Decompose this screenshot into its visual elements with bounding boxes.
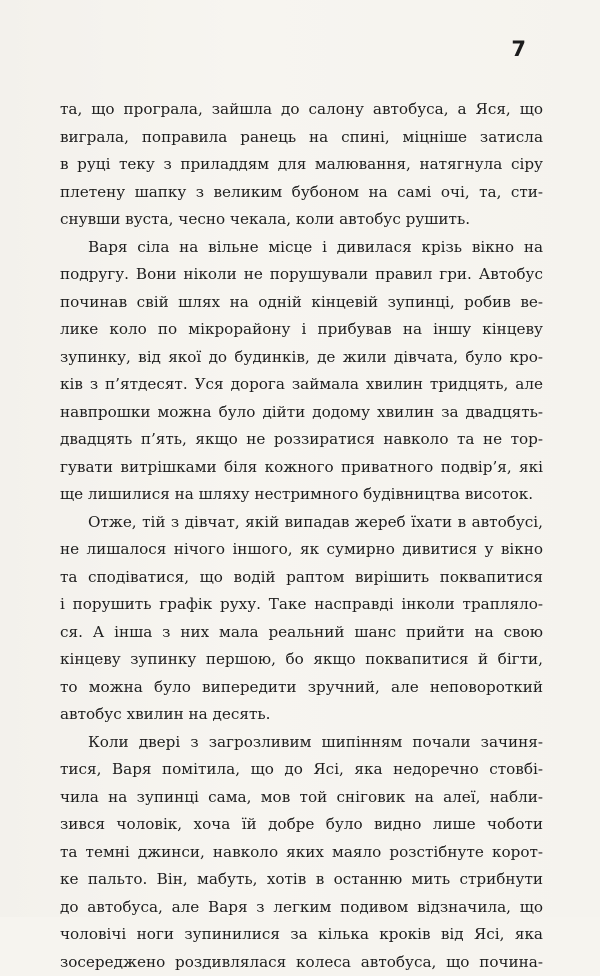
text-line: і порушить графік руху. Таке насправді інколи трапляло- [60,591,543,619]
text-line: ще лишилися на шляху нестримного будівництва висоток. [60,481,543,509]
text-line: подругу. Вони ніколи не порушували правил гри. Автобус [60,261,543,289]
text-line: Коли двері з загрозливим шипінням почали зачиня- [60,729,543,757]
text-line: зився чоловік, хоча їй добре було видно лише чоботи [60,811,543,839]
text-line: ся. А інша з них мала реальний шанс прийти на свою [60,619,543,647]
text-line: починав свій шлях на одній кінцевій зупинці, робив ве- [60,289,543,317]
text-line: чила на зупинці сама, мов той сніговик на алеї, набли- [60,784,543,812]
text-line: ке пальто. Він, мабуть, хотів в останню мить стрибнути [60,866,543,894]
text-line: плетену шапку з великим бубоном на самі очі, та, сти- [60,179,543,207]
text-line: двадцять п’ять, якщо не роззиратися навколо та не тор- [60,426,543,454]
paragraph [60,509,543,729]
text-line: та темні джинси, навколо яких маяло розстібнуте корот- [60,839,543,867]
text-line: зупинку, від якої до будинків, де жили дівчата, було кро- [60,344,543,372]
text-line: гувати витрішками біля кожного приватного подвір’я, які [60,454,543,482]
text-line: то можна було випередити зручний, але неповороткий [60,674,543,702]
text-line: автобус хвилин на десять. [60,701,543,729]
text-line: тися, Варя помітила, що до Ясі, яка недоречно стовбі- [60,756,543,784]
text-line: в руці теку з приладдям для малювання, натягнула сіру [60,151,543,179]
paragraph [60,234,543,509]
text-line: не лишалося нічого іншого, як сумирно дивитися у вікно [60,536,543,564]
paragraph [60,729,543,976]
paragraph [60,96,543,234]
text-line: та, що програла, зайшла до салону автобуса, а Яся, що [60,96,543,124]
text-line: навпрошки можна було дійти додому хвилин за двадцять- [60,399,543,427]
text-line: виграла, поправила ранець на спині, міцніше затисла [60,124,543,152]
page-number: 7 [511,37,526,61]
text-line: чоловічі ноги зупинилися за кілька кроків від Ясі, яка [60,921,543,949]
text-line: лике коло по мікрорайону і прибував на іншу кінцеву [60,316,543,344]
text-line: Варя сіла на вільне місце і дивилася крізь вікно на [60,234,543,262]
text-line: зосереджено роздивлялася колеса автобуса, що почина- [60,949,543,976]
text-line: до автобуса, але Варя з легким подивом відзначила, що [60,894,543,922]
text-line: Отже, тій з дівчат, якій випадав жереб їхати в автобусі, [60,509,543,537]
body-text [60,96,543,976]
text-line: та сподіватися, що водій раптом вирішить поквапитися [60,564,543,592]
text-line: снувши вуста, чесно чекала, коли автобус рушить. [60,206,543,234]
text-line: кінцеву зупинку першою, бо якщо поквапитися й бігти, [60,646,543,674]
text-line: ків з п’ятдесят. Уся дорога займала хвилин тридцять, але [60,371,543,399]
